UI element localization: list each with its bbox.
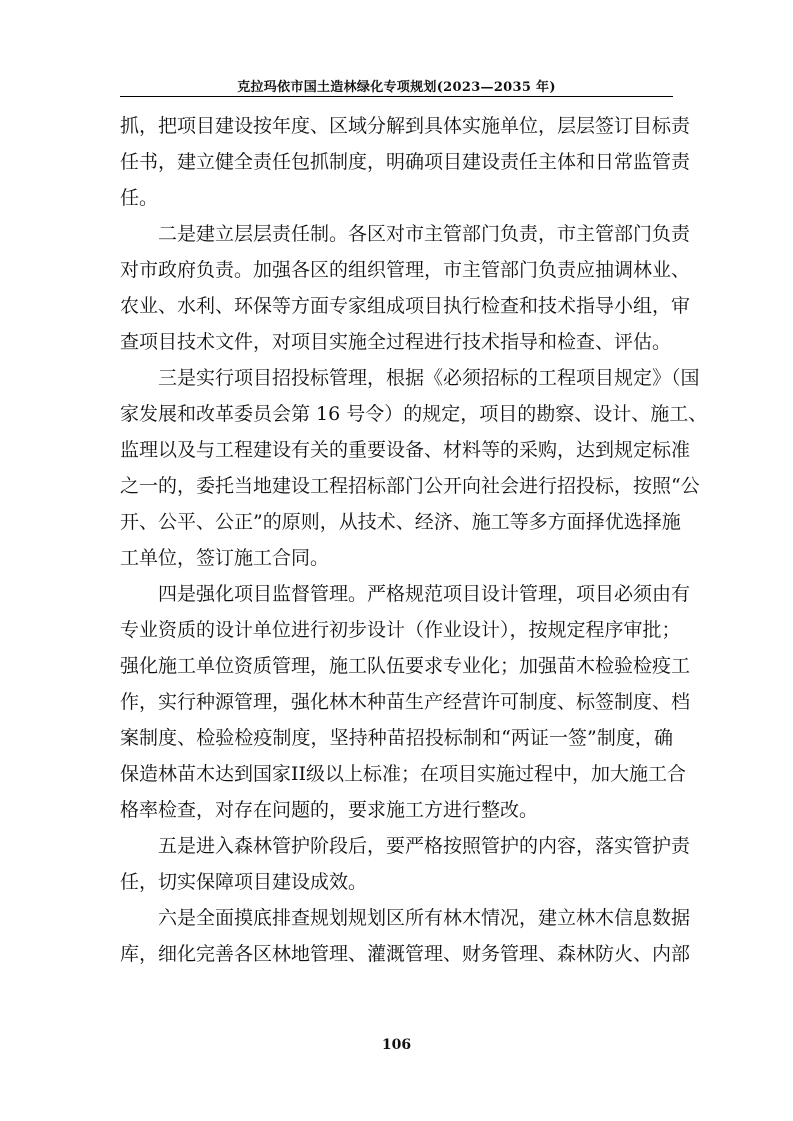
paragraph-continuation — [120, 108, 691, 216]
text-line: 任书，建立健全责任包抓制度，明确项目建设责任主体和日常监管责 — [120, 151, 691, 173]
paragraph-forest-survey — [120, 900, 691, 972]
text-line: 查项目技术文件，对项目实施全过程进行技术指导和检查、评估。 — [120, 331, 672, 353]
text-line: 库，细化完善各区林地管理、灌溉管理、财务管理、森林防火、内部 — [120, 943, 691, 965]
text-line: 监理以及与工程建设有关的重要设备、材料等的采购，达到规定标准 — [120, 439, 691, 461]
text-line: 案制度、检验检疫制度，坚持种苗招投标制和“两证一签”制度，确 — [120, 727, 673, 749]
text-line: 强化施工单位资质管理，施工队伍要求专业化；加强苗木检验检疫工 — [120, 655, 691, 677]
paragraph-bidding-management — [120, 360, 708, 576]
paragraph-forest-protection — [120, 828, 691, 900]
body-text — [120, 108, 708, 972]
text-line: 任，切实保障项目建设成效。 — [120, 871, 368, 893]
text-line: 六是全面摸底排查规划规划区所有林木情况，建立林木信息数据 — [158, 907, 691, 929]
text-line: 五是进入森林管护阶段后，要严格按照管护的内容，落实管护责 — [158, 835, 691, 857]
page-number: 106 — [381, 1037, 412, 1053]
text-line: 任。 — [120, 187, 159, 209]
text-line: 工单位，签订施工合同。 — [120, 547, 330, 569]
paragraph-responsibility-system — [120, 216, 691, 360]
text-line: 抓，把项目建设按年度、区域分解到具体实施单位，层层签订目标责 — [120, 115, 691, 137]
text-line: 格率检查，对存在问题的，要求施工方进行整改。 — [120, 799, 539, 821]
text-line: 四是强化项目监督管理。严格规范项目设计管理，项目必须由有 — [158, 583, 691, 605]
text-line: 之一的，委托当地建设工程招标部门公开向社会进行招投标，按照“公 — [120, 475, 700, 497]
text-line: 对市政府负责。加强各区的组织管理，市主管部门负责应抽调林业、 — [120, 259, 691, 281]
paragraph-supervision-management — [120, 576, 691, 828]
text-line: 家发展和改革委员会第 16 号令）的规定，项目的勘察、设计、施工、 — [120, 403, 708, 425]
header-rule — [120, 96, 673, 97]
text-line: 作，实行种源管理，强化林木种苗生产经营许可制度、标签制度、档 — [120, 691, 691, 713]
text-line: 农业、水利、环保等方面专家组成项目执行检查和技术指导小组，审 — [120, 295, 691, 317]
text-line: 开、公平、公正”的原则，从技术、经济、施工等多方面择优选择施 — [120, 511, 681, 533]
text-line: 保造林苗木达到国家II级以上标准；在项目实施过程中，加大施工合 — [120, 763, 687, 785]
text-line: 二是建立层层责任制。各区对市主管部门负责，市主管部门负责 — [158, 223, 691, 245]
text-line: 三是实行项目招投标管理，根据《必须招标的工程项目规定》（国 — [158, 367, 700, 389]
running-header: 克拉玛依市国土造林绿化专项规划(2023—2035 年) — [237, 80, 556, 95]
text-line: 专业资质的设计单位进行初步设计（作业设计），按规定程序审批； — [120, 619, 681, 641]
